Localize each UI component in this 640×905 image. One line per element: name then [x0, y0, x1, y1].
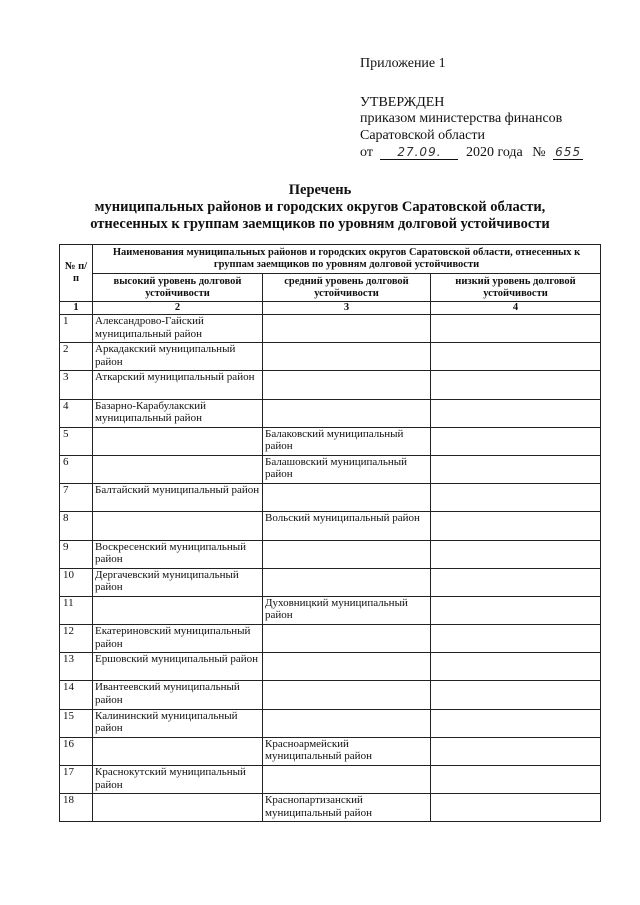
cell-mid	[263, 568, 431, 596]
cell-low	[431, 512, 601, 540]
cell-mid	[263, 709, 431, 737]
cell-high	[93, 737, 263, 765]
table-row	[60, 737, 601, 765]
row-number: 15	[60, 709, 93, 737]
cell-mid: Краснопартизанский муниципальный район	[263, 794, 431, 822]
table-body	[60, 315, 601, 822]
title-line-1: Перечень	[288, 182, 352, 198]
header-low: низкий уровень долговой устойчивости	[431, 274, 601, 302]
row-number: 7	[60, 484, 93, 512]
cell-high	[93, 427, 263, 455]
cell-mid	[263, 315, 431, 343]
row-number: 2	[60, 343, 93, 371]
table-row	[60, 484, 601, 512]
cell-mid	[263, 399, 431, 427]
table-row	[60, 766, 601, 794]
cell-high: Краснокутский муниципальный район	[93, 766, 263, 794]
cell-high: Екатериновский муниципальный район	[93, 625, 263, 653]
table-row	[60, 596, 601, 624]
row-number: 4	[60, 399, 93, 427]
title-line-2: муниципальных районов и городских округов Саратовской области,	[94, 199, 546, 215]
row-number: 3	[60, 371, 93, 399]
table-row	[60, 315, 601, 343]
table-row	[60, 568, 601, 596]
table-row	[60, 709, 601, 737]
approved-label: УТВЕРЖДЕН	[360, 94, 445, 110]
index-cell: 1	[60, 302, 93, 315]
order-line-1: приказом министерства финансов	[360, 111, 563, 126]
cell-low	[431, 540, 601, 568]
header-high: высокий уровень долговой устойчивости	[93, 274, 263, 302]
table-row	[60, 512, 601, 540]
cell-low	[431, 794, 601, 822]
row-number: 12	[60, 625, 93, 653]
cell-mid: Балаковский муниципальный район	[263, 427, 431, 455]
header-num: № п/п	[60, 245, 93, 302]
cell-low	[431, 343, 601, 371]
cell-mid	[263, 766, 431, 794]
cell-high: Базарно-Карабулакский муниципальный район	[93, 399, 263, 427]
cell-low	[431, 709, 601, 737]
cell-low	[431, 315, 601, 343]
cell-high: Калининский муниципальный район	[93, 709, 263, 737]
cell-high: Александрово-Гайский муниципальный район	[93, 315, 263, 343]
table-row	[60, 540, 601, 568]
cell-high: Дергачевский муниципальный район	[93, 568, 263, 596]
table-row	[60, 794, 601, 822]
index-cell: 3	[263, 302, 431, 315]
order-date-handwritten: 27.09.	[397, 145, 442, 159]
approval-block	[360, 56, 610, 162]
index-cell: 2	[93, 302, 263, 315]
table-row	[60, 343, 601, 371]
cell-high	[93, 596, 263, 624]
row-number: 10	[60, 568, 93, 596]
cell-high: Аткарский муниципальный район	[93, 371, 263, 399]
order-date-line	[360, 144, 610, 162]
number-sign: №	[532, 145, 546, 160]
cell-high: Аркадакский муниципальный район	[93, 343, 263, 371]
from-label: от	[360, 145, 373, 160]
row-number: 13	[60, 653, 93, 681]
title-line-3: отнесенных к группам заемщиков по уровням долговой устойчивости	[90, 216, 550, 232]
cell-mid	[263, 625, 431, 653]
cell-mid	[263, 484, 431, 512]
cell-mid	[263, 681, 431, 709]
year-label: 2020 года	[465, 145, 523, 160]
cell-mid: Духовницкий муниципальный район	[263, 596, 431, 624]
row-number: 14	[60, 681, 93, 709]
row-number: 5	[60, 427, 93, 455]
cell-high	[93, 455, 263, 483]
row-number: 8	[60, 512, 93, 540]
cell-mid	[263, 343, 431, 371]
cell-high	[93, 512, 263, 540]
cell-mid: Красноармейский муниципальный район	[263, 737, 431, 765]
districts-table	[59, 244, 601, 822]
order-number-handwritten: 655	[555, 145, 582, 159]
cell-high	[93, 794, 263, 822]
cell-low	[431, 427, 601, 455]
cell-mid: Вольский муниципальный район	[263, 512, 431, 540]
cell-mid: Балашовский муниципальный район	[263, 455, 431, 483]
cell-high: Балтайский муниципальный район	[93, 484, 263, 512]
cell-low	[431, 737, 601, 765]
cell-high: Ивантеевский муниципальный район	[93, 681, 263, 709]
cell-mid	[263, 653, 431, 681]
row-number: 9	[60, 540, 93, 568]
row-number: 17	[60, 766, 93, 794]
table-row	[60, 427, 601, 455]
cell-low	[431, 653, 601, 681]
row-number: 6	[60, 455, 93, 483]
cell-mid	[263, 371, 431, 399]
row-number: 16	[60, 737, 93, 765]
header-mid: средний уровень долговой устойчивости	[263, 274, 431, 302]
header-group: Наименования муниципальных районов и городских округов Саратовской области, отнесенных к группам заемщиков по уровням долговой устойчивости	[93, 245, 601, 274]
table-row	[60, 625, 601, 653]
table-row	[60, 681, 601, 709]
cell-low	[431, 681, 601, 709]
cell-low	[431, 625, 601, 653]
cell-high: Воскресенский муниципальный район	[93, 540, 263, 568]
order-date-field	[380, 144, 458, 160]
cell-mid	[263, 540, 431, 568]
appendix-label: Приложение 1	[360, 56, 446, 71]
row-number: 11	[60, 596, 93, 624]
cell-low	[431, 371, 601, 399]
cell-low	[431, 568, 601, 596]
cell-low	[431, 596, 601, 624]
table-row	[60, 455, 601, 483]
cell-low	[431, 399, 601, 427]
table-row	[60, 399, 601, 427]
table-row	[60, 371, 601, 399]
cell-low	[431, 766, 601, 794]
row-number: 18	[60, 794, 93, 822]
cell-low	[431, 455, 601, 483]
order-number-field	[553, 144, 583, 160]
table-row	[60, 653, 601, 681]
index-cell: 4	[431, 302, 601, 315]
order-line-2: Саратовской области	[360, 127, 485, 143]
row-number: 1	[60, 315, 93, 343]
cell-high: Ершовский муниципальный район	[93, 653, 263, 681]
cell-low	[431, 484, 601, 512]
document-title	[40, 182, 600, 233]
